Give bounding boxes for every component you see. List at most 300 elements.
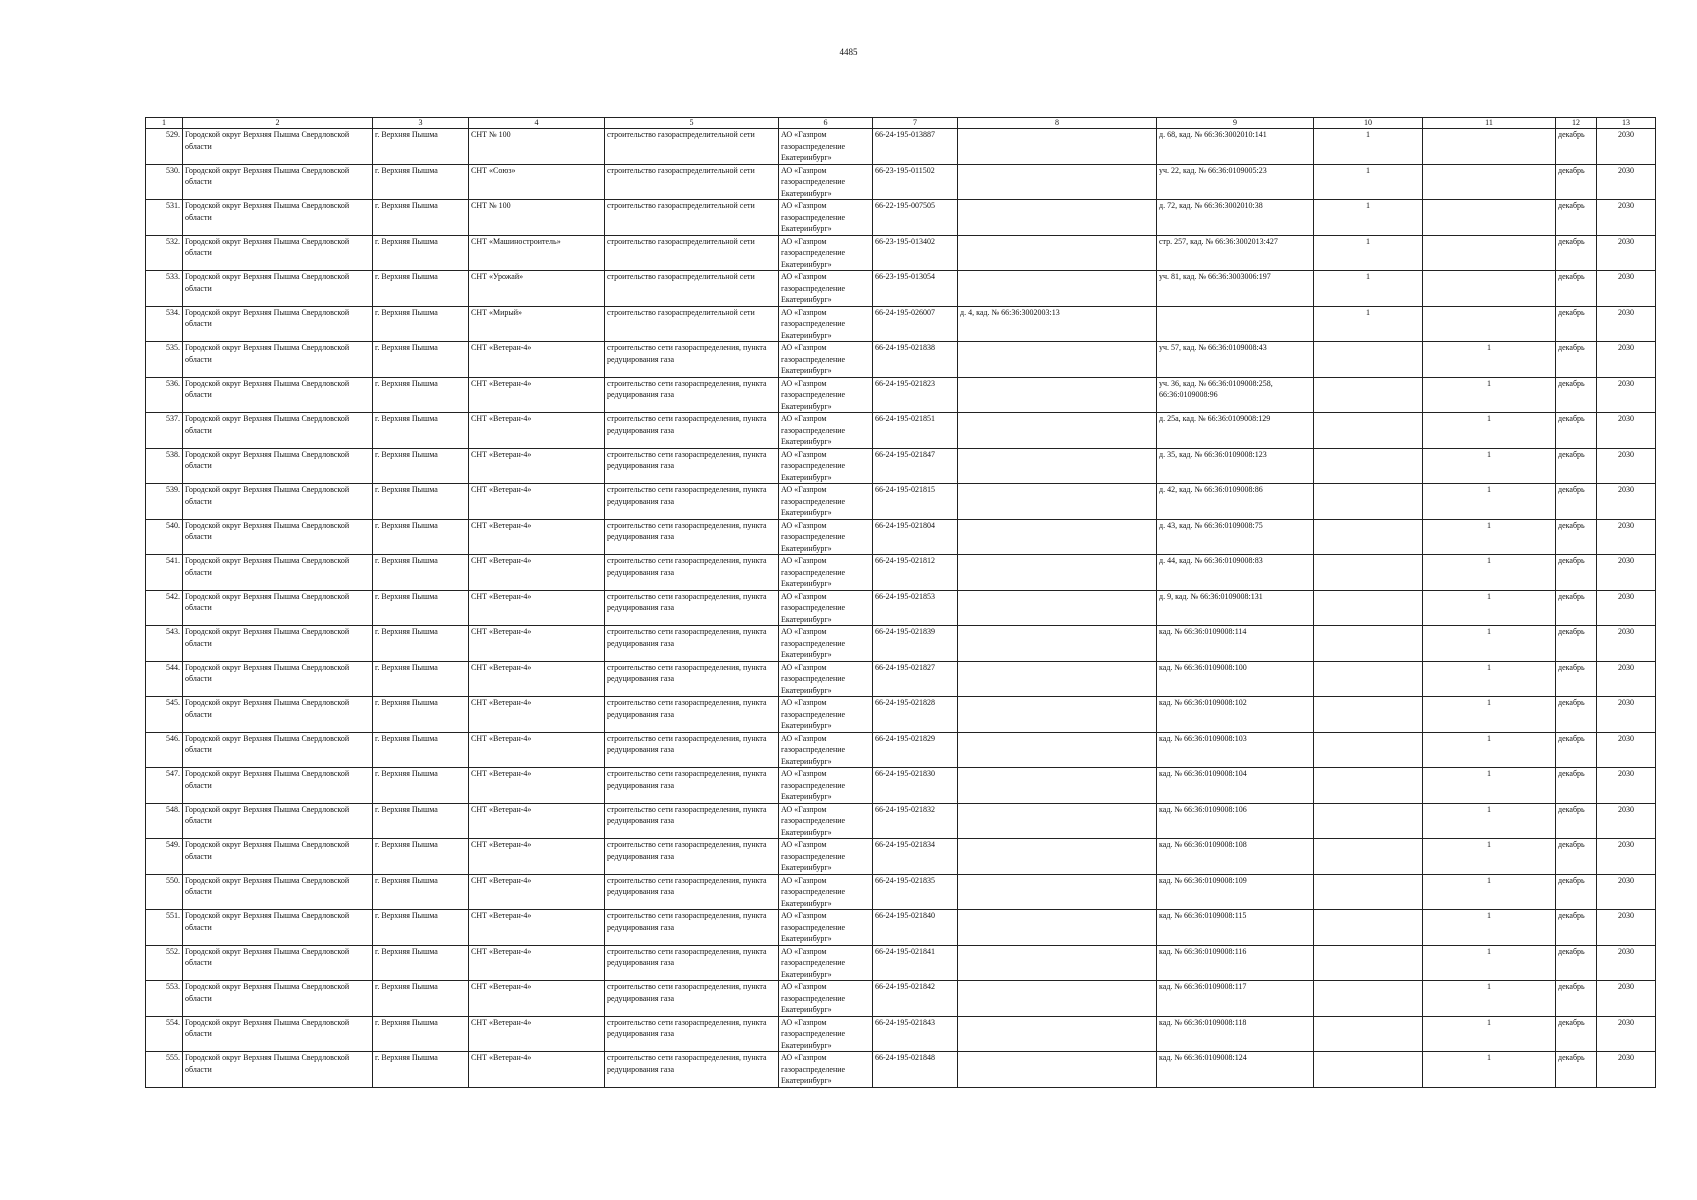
locality-cell: г. Верхняя Пышма <box>373 129 469 165</box>
address-col8-cell <box>958 945 1157 981</box>
year-cell: 2030 <box>1597 768 1656 804</box>
locality-cell: г. Верхняя Пышма <box>373 306 469 342</box>
month-cell: декабрь <box>1556 342 1597 378</box>
settlement-cell: СНТ «Ветеран-4» <box>469 448 605 484</box>
column-header: 7 <box>873 118 958 129</box>
count-col11-cell: 1 <box>1423 590 1556 626</box>
work-type-cell: строительство сети газораспределения, пункта редуцирования газа <box>605 342 779 378</box>
district-cell: Городской округ Верхняя Пышма Свердловской области <box>183 235 373 271</box>
settlement-cell: СНТ «Ветеран-4» <box>469 377 605 413</box>
row-number-cell: 534. <box>146 306 183 342</box>
table-row <box>146 732 1656 768</box>
district-cell: Городской округ Верхняя Пышма Свердловской области <box>183 555 373 591</box>
application-code-cell: 66-24-195-021812 <box>873 555 958 591</box>
year-cell: 2030 <box>1597 1052 1656 1088</box>
address-col8-cell <box>958 555 1157 591</box>
work-type-cell: строительство газораспределительной сети <box>605 271 779 307</box>
month-cell: декабрь <box>1556 519 1597 555</box>
count-col10-cell <box>1314 1052 1423 1088</box>
locality-cell: г. Верхняя Пышма <box>373 910 469 946</box>
row-number-cell: 549. <box>146 839 183 875</box>
locality-cell: г. Верхняя Пышма <box>373 413 469 449</box>
count-col10-cell <box>1314 910 1423 946</box>
row-number-cell: 545. <box>146 697 183 733</box>
count-col10-cell <box>1314 803 1423 839</box>
year-cell: 2030 <box>1597 271 1656 307</box>
count-col11-cell: 1 <box>1423 1016 1556 1052</box>
locality-cell: г. Верхняя Пышма <box>373 732 469 768</box>
address-col8-cell <box>958 448 1157 484</box>
address-col8-cell <box>958 874 1157 910</box>
count-col11-cell <box>1423 271 1556 307</box>
count-col11-cell: 1 <box>1423 519 1556 555</box>
column-header: 1 <box>146 118 183 129</box>
work-type-cell: строительство сети газораспределения, пункта редуцирования газа <box>605 448 779 484</box>
month-cell: декабрь <box>1556 874 1597 910</box>
year-cell: 2030 <box>1597 413 1656 449</box>
settlement-cell: СНТ «Машиностроитель» <box>469 235 605 271</box>
address-col9-cell: д. 35, кад. № 66:36:0109008:123 <box>1157 448 1314 484</box>
work-type-cell: строительство сети газораспределения, пункта редуцирования газа <box>605 413 779 449</box>
address-col8-cell <box>958 413 1157 449</box>
address-col9-cell: уч. 22, кад. № 66:36:0109005:23 <box>1157 164 1314 200</box>
count-col11-cell: 1 <box>1423 768 1556 804</box>
table-body <box>146 129 1656 1088</box>
table-row <box>146 377 1656 413</box>
district-cell: Городской округ Верхняя Пышма Свердловской области <box>183 590 373 626</box>
district-cell: Городской округ Верхняя Пышма Свердловской области <box>183 910 373 946</box>
table-row <box>146 555 1656 591</box>
table-row <box>146 1052 1656 1088</box>
district-cell: Городской округ Верхняя Пышма Свердловской области <box>183 981 373 1017</box>
application-code-cell: 66-24-195-021838 <box>873 342 958 378</box>
district-cell: Городской округ Верхняя Пышма Свердловской области <box>183 1052 373 1088</box>
address-col9-cell: кад. № 66:36:0109008:115 <box>1157 910 1314 946</box>
settlement-cell: СНТ «Ветеран-4» <box>469 519 605 555</box>
work-type-cell: строительство сети газораспределения, пункта редуцирования газа <box>605 945 779 981</box>
count-col11-cell: 1 <box>1423 697 1556 733</box>
count-col10-cell <box>1314 697 1423 733</box>
application-code-cell: 66-24-195-021848 <box>873 1052 958 1088</box>
organization-cell: АО «Газпром газораспределение Екатеринбург» <box>779 839 873 875</box>
settlement-cell: СНТ «Ветеран-4» <box>469 626 605 662</box>
row-number-cell: 547. <box>146 768 183 804</box>
table-row <box>146 519 1656 555</box>
organization-cell: АО «Газпром газораспределение Екатеринбург» <box>779 484 873 520</box>
count-col11-cell <box>1423 235 1556 271</box>
count-col11-cell: 1 <box>1423 910 1556 946</box>
address-col8-cell: д. 4, кад. № 66:36:3002003:13 <box>958 306 1157 342</box>
row-number-cell: 543. <box>146 626 183 662</box>
row-number-cell: 535. <box>146 342 183 378</box>
locality-cell: г. Верхняя Пышма <box>373 874 469 910</box>
locality-cell: г. Верхняя Пышма <box>373 803 469 839</box>
column-header: 11 <box>1423 118 1556 129</box>
district-cell: Городской округ Верхняя Пышма Свердловской области <box>183 945 373 981</box>
work-type-cell: строительство газораспределительной сети <box>605 200 779 236</box>
count-col11-cell: 1 <box>1423 484 1556 520</box>
table-row <box>146 697 1656 733</box>
work-type-cell: строительство сети газораспределения, пункта редуцирования газа <box>605 874 779 910</box>
table-row <box>146 200 1656 236</box>
year-cell: 2030 <box>1597 697 1656 733</box>
district-cell: Городской округ Верхняя Пышма Свердловской области <box>183 484 373 520</box>
address-col9-cell: кад. № 66:36:0109008:116 <box>1157 945 1314 981</box>
month-cell: декабрь <box>1556 981 1597 1017</box>
address-col9-cell: кад. № 66:36:0109008:102 <box>1157 697 1314 733</box>
month-cell: декабрь <box>1556 306 1597 342</box>
address-col8-cell <box>958 590 1157 626</box>
year-cell: 2030 <box>1597 519 1656 555</box>
address-col8-cell <box>958 1016 1157 1052</box>
locality-cell: г. Верхняя Пышма <box>373 1016 469 1052</box>
year-cell: 2030 <box>1597 839 1656 875</box>
organization-cell: АО «Газпром газораспределение Екатеринбург» <box>779 519 873 555</box>
work-type-cell: строительство сети газораспределения, пункта редуцирования газа <box>605 1052 779 1088</box>
settlement-cell: СНТ «Ветеран-4» <box>469 661 605 697</box>
work-type-cell: строительство сети газораспределения, пункта редуцирования газа <box>605 555 779 591</box>
year-cell: 2030 <box>1597 945 1656 981</box>
table-row <box>146 235 1656 271</box>
address-col8-cell <box>958 626 1157 662</box>
year-cell: 2030 <box>1597 342 1656 378</box>
locality-cell: г. Верхняя Пышма <box>373 839 469 875</box>
locality-cell: г. Верхняя Пышма <box>373 945 469 981</box>
month-cell: декабрь <box>1556 590 1597 626</box>
organization-cell: АО «Газпром газораспределение Екатеринбург» <box>779 981 873 1017</box>
locality-cell: г. Верхняя Пышма <box>373 235 469 271</box>
table-row <box>146 768 1656 804</box>
address-col9-cell: кад. № 66:36:0109008:108 <box>1157 839 1314 875</box>
application-code-cell: 66-24-195-021840 <box>873 910 958 946</box>
column-header: 13 <box>1597 118 1656 129</box>
year-cell: 2030 <box>1597 377 1656 413</box>
count-col10-cell <box>1314 981 1423 1017</box>
work-type-cell: строительство сети газораспределения, пункта редуцирования газа <box>605 732 779 768</box>
address-col9-cell: кад. № 66:36:0109008:103 <box>1157 732 1314 768</box>
work-type-cell: строительство сети газораспределения, пункта редуцирования газа <box>605 768 779 804</box>
month-cell: декабрь <box>1556 164 1597 200</box>
table-row <box>146 661 1656 697</box>
month-cell: декабрь <box>1556 803 1597 839</box>
row-number-cell: 550. <box>146 874 183 910</box>
count-col10-cell <box>1314 590 1423 626</box>
column-header: 9 <box>1157 118 1314 129</box>
address-col9-cell: кад. № 66:36:0109008:100 <box>1157 661 1314 697</box>
row-number-cell: 541. <box>146 555 183 591</box>
count-col11-cell <box>1423 164 1556 200</box>
settlement-cell: СНТ № 100 <box>469 200 605 236</box>
settlement-cell: СНТ «Ветеран-4» <box>469 874 605 910</box>
address-col9-cell: д. 9, кад. № 66:36:0109008:131 <box>1157 590 1314 626</box>
year-cell: 2030 <box>1597 200 1656 236</box>
settlement-cell: СНТ № 100 <box>469 129 605 165</box>
organization-cell: АО «Газпром газораспределение Екатеринбург» <box>779 803 873 839</box>
district-cell: Городской округ Верхняя Пышма Свердловской области <box>183 1016 373 1052</box>
table-row <box>146 803 1656 839</box>
locality-cell: г. Верхняя Пышма <box>373 448 469 484</box>
settlement-cell: СНТ «Ветеран-4» <box>469 1016 605 1052</box>
work-type-cell: строительство сети газораспределения, пункта редуцирования газа <box>605 697 779 733</box>
count-col10-cell <box>1314 945 1423 981</box>
locality-cell: г. Верхняя Пышма <box>373 768 469 804</box>
work-type-cell: строительство сети газораспределения, пункта редуцирования газа <box>605 590 779 626</box>
organization-cell: АО «Газпром газораспределение Екатеринбург» <box>779 306 873 342</box>
address-col9-cell: кад. № 66:36:0109008:117 <box>1157 981 1314 1017</box>
address-col8-cell <box>958 164 1157 200</box>
application-code-cell: 66-24-195-021829 <box>873 732 958 768</box>
organization-cell: АО «Газпром газораспределение Екатеринбург» <box>779 661 873 697</box>
organization-cell: АО «Газпром газораспределение Екатеринбург» <box>779 945 873 981</box>
work-type-cell: строительство газораспределительной сети <box>605 164 779 200</box>
month-cell: декабрь <box>1556 413 1597 449</box>
application-code-cell: 66-24-195-021851 <box>873 413 958 449</box>
address-col9-cell: уч. 81, кад. № 66:36:3003006:197 <box>1157 271 1314 307</box>
district-cell: Городской округ Верхняя Пышма Свердловской области <box>183 626 373 662</box>
district-cell: Городской округ Верхняя Пышма Свердловской области <box>183 839 373 875</box>
table-row <box>146 448 1656 484</box>
column-header: 2 <box>183 118 373 129</box>
address-col9-cell: д. 44, кад. № 66:36:0109008:83 <box>1157 555 1314 591</box>
month-cell: декабрь <box>1556 377 1597 413</box>
count-col11-cell: 1 <box>1423 981 1556 1017</box>
year-cell: 2030 <box>1597 1016 1656 1052</box>
application-code-cell: 66-24-195-021830 <box>873 768 958 804</box>
year-cell: 2030 <box>1597 590 1656 626</box>
application-code-cell: 66-23-195-011502 <box>873 164 958 200</box>
address-col9-cell <box>1157 306 1314 342</box>
address-col8-cell <box>958 768 1157 804</box>
month-cell: декабрь <box>1556 129 1597 165</box>
application-code-cell: 66-24-195-021835 <box>873 874 958 910</box>
table-row <box>146 981 1656 1017</box>
table-row <box>146 164 1656 200</box>
year-cell: 2030 <box>1597 981 1656 1017</box>
count-col10-cell <box>1314 1016 1423 1052</box>
row-number-cell: 532. <box>146 235 183 271</box>
organization-cell: АО «Газпром газораспределение Екатеринбург» <box>779 164 873 200</box>
row-number-cell: 546. <box>146 732 183 768</box>
table-row <box>146 413 1656 449</box>
address-col9-cell: кад. № 66:36:0109008:118 <box>1157 1016 1314 1052</box>
district-cell: Городской округ Верхняя Пышма Свердловской области <box>183 803 373 839</box>
row-number-cell: 539. <box>146 484 183 520</box>
column-header: 4 <box>469 118 605 129</box>
application-code-cell: 66-22-195-007505 <box>873 200 958 236</box>
table-row <box>146 271 1656 307</box>
settlement-cell: СНТ «Ветеран-4» <box>469 839 605 875</box>
organization-cell: АО «Газпром газораспределение Екатеринбург» <box>779 377 873 413</box>
district-cell: Городской округ Верхняя Пышма Свердловской области <box>183 874 373 910</box>
application-code-cell: 66-24-195-021828 <box>873 697 958 733</box>
address-col9-cell: д. 43, кад. № 66:36:0109008:75 <box>1157 519 1314 555</box>
table-row <box>146 129 1656 165</box>
settlement-cell: СНТ «Урожай» <box>469 271 605 307</box>
gasification-register-table <box>145 117 1656 1088</box>
address-col8-cell <box>958 235 1157 271</box>
organization-cell: АО «Газпром газораспределение Екатеринбург» <box>779 590 873 626</box>
table-row <box>146 626 1656 662</box>
address-col9-cell: д. 42, кад. № 66:36:0109008:86 <box>1157 484 1314 520</box>
district-cell: Городской округ Верхняя Пышма Свердловской области <box>183 377 373 413</box>
column-header: 12 <box>1556 118 1597 129</box>
month-cell: декабрь <box>1556 732 1597 768</box>
work-type-cell: строительство сети газораспределения, пункта редуцирования газа <box>605 484 779 520</box>
organization-cell: АО «Газпром газораспределение Екатеринбург» <box>779 697 873 733</box>
application-code-cell: 66-24-195-021839 <box>873 626 958 662</box>
address-col9-cell: уч. 57, кад. № 66:36:0109008:43 <box>1157 342 1314 378</box>
month-cell: декабрь <box>1556 448 1597 484</box>
settlement-cell: СНТ «Ветеран-4» <box>469 484 605 520</box>
settlement-cell: СНТ «Ветеран-4» <box>469 803 605 839</box>
page-number: 4485 <box>839 47 858 57</box>
organization-cell: АО «Газпром газораспределение Екатеринбург» <box>779 271 873 307</box>
address-col8-cell <box>958 484 1157 520</box>
work-type-cell: строительство сети газораспределения, пункта редуцирования газа <box>605 519 779 555</box>
month-cell: декабрь <box>1556 697 1597 733</box>
application-code-cell: 66-24-195-021832 <box>873 803 958 839</box>
district-cell: Городской округ Верхняя Пышма Свердловской области <box>183 200 373 236</box>
district-cell: Городской округ Верхняя Пышма Свердловской области <box>183 271 373 307</box>
month-cell: декабрь <box>1556 555 1597 591</box>
month-cell: декабрь <box>1556 945 1597 981</box>
address-col8-cell <box>958 129 1157 165</box>
organization-cell: АО «Газпром газораспределение Екатеринбург» <box>779 342 873 378</box>
row-number-cell: 548. <box>146 803 183 839</box>
work-type-cell: строительство газораспределительной сети <box>605 306 779 342</box>
locality-cell: г. Верхняя Пышма <box>373 200 469 236</box>
organization-cell: АО «Газпром газораспределение Екатеринбург» <box>779 200 873 236</box>
row-number-cell: 538. <box>146 448 183 484</box>
settlement-cell: СНТ «Ветеран-4» <box>469 1052 605 1088</box>
count-col11-cell <box>1423 129 1556 165</box>
count-col10-cell: 1 <box>1314 271 1423 307</box>
year-cell: 2030 <box>1597 235 1656 271</box>
work-type-cell: строительство сети газораспределения, пункта редуцирования газа <box>605 803 779 839</box>
address-col8-cell <box>958 697 1157 733</box>
table-row <box>146 874 1656 910</box>
application-code-cell: 66-23-195-013402 <box>873 235 958 271</box>
row-number-cell: 551. <box>146 910 183 946</box>
count-col11-cell: 1 <box>1423 342 1556 378</box>
month-cell: декабрь <box>1556 271 1597 307</box>
district-cell: Городской округ Верхняя Пышма Свердловской области <box>183 732 373 768</box>
count-col10-cell <box>1314 484 1423 520</box>
organization-cell: АО «Газпром газораспределение Екатеринбург» <box>779 555 873 591</box>
year-cell: 2030 <box>1597 555 1656 591</box>
row-number-cell: 553. <box>146 981 183 1017</box>
year-cell: 2030 <box>1597 732 1656 768</box>
count-col10-cell <box>1314 342 1423 378</box>
count-col10-cell <box>1314 626 1423 662</box>
year-cell: 2030 <box>1597 910 1656 946</box>
application-code-cell: 66-24-195-021843 <box>873 1016 958 1052</box>
table-header <box>146 118 1656 129</box>
month-cell: декабрь <box>1556 839 1597 875</box>
work-type-cell: строительство газораспределительной сети <box>605 129 779 165</box>
count-col10-cell <box>1314 377 1423 413</box>
count-col10-cell <box>1314 448 1423 484</box>
address-col9-cell: кад. № 66:36:0109008:104 <box>1157 768 1314 804</box>
table-row <box>146 484 1656 520</box>
organization-cell: АО «Газпром газораспределение Екатеринбург» <box>779 129 873 165</box>
settlement-cell: СНТ «Ветеран-4» <box>469 555 605 591</box>
count-col10-cell <box>1314 555 1423 591</box>
application-code-cell: 66-24-195-021804 <box>873 519 958 555</box>
locality-cell: г. Верхняя Пышма <box>373 626 469 662</box>
district-cell: Городской округ Верхняя Пышма Свердловской области <box>183 448 373 484</box>
row-number-cell: 542. <box>146 590 183 626</box>
district-cell: Городской округ Верхняя Пышма Свердловской области <box>183 342 373 378</box>
address-col8-cell <box>958 661 1157 697</box>
table-row <box>146 1016 1656 1052</box>
locality-cell: г. Верхняя Пышма <box>373 342 469 378</box>
address-col8-cell <box>958 1052 1157 1088</box>
address-col8-cell <box>958 981 1157 1017</box>
locality-cell: г. Верхняя Пышма <box>373 271 469 307</box>
settlement-cell: СНТ «Ветеран-4» <box>469 768 605 804</box>
work-type-cell: строительство сети газораспределения, пункта редуцирования газа <box>605 377 779 413</box>
count-col11-cell: 1 <box>1423 413 1556 449</box>
count-col11-cell: 1 <box>1423 661 1556 697</box>
address-col9-cell: кад. № 66:36:0109008:106 <box>1157 803 1314 839</box>
count-col10-cell <box>1314 413 1423 449</box>
application-code-cell: 66-24-195-021815 <box>873 484 958 520</box>
table-row <box>146 839 1656 875</box>
organization-cell: АО «Газпром газораспределение Екатеринбург» <box>779 732 873 768</box>
settlement-cell: СНТ «Ветеран-4» <box>469 945 605 981</box>
year-cell: 2030 <box>1597 803 1656 839</box>
work-type-cell: строительство сети газораспределения, пункта редуцирования газа <box>605 626 779 662</box>
organization-cell: АО «Газпром газораспределение Екатеринбург» <box>779 874 873 910</box>
row-number-cell: 529. <box>146 129 183 165</box>
count-col11-cell: 1 <box>1423 377 1556 413</box>
count-col10-cell <box>1314 519 1423 555</box>
address-col9-cell: кад. № 66:36:0109008:124 <box>1157 1052 1314 1088</box>
row-number-cell: 530. <box>146 164 183 200</box>
table-row <box>146 945 1656 981</box>
work-type-cell: строительство сети газораспределения, пункта редуцирования газа <box>605 910 779 946</box>
locality-cell: г. Верхняя Пышма <box>373 164 469 200</box>
count-col10-cell: 1 <box>1314 306 1423 342</box>
row-number-cell: 555. <box>146 1052 183 1088</box>
count-col11-cell: 1 <box>1423 448 1556 484</box>
row-number-cell: 554. <box>146 1016 183 1052</box>
month-cell: декабрь <box>1556 200 1597 236</box>
count-col10-cell: 1 <box>1314 235 1423 271</box>
month-cell: декабрь <box>1556 661 1597 697</box>
locality-cell: г. Верхняя Пышма <box>373 484 469 520</box>
month-cell: декабрь <box>1556 1016 1597 1052</box>
month-cell: декабрь <box>1556 910 1597 946</box>
count-col11-cell: 1 <box>1423 626 1556 662</box>
district-cell: Городской округ Верхняя Пышма Свердловской области <box>183 768 373 804</box>
organization-cell: АО «Газпром газораспределение Екатеринбург» <box>779 910 873 946</box>
district-cell: Городской округ Верхняя Пышма Свердловской области <box>183 164 373 200</box>
application-code-cell: 66-24-195-026007 <box>873 306 958 342</box>
year-cell: 2030 <box>1597 164 1656 200</box>
application-code-cell: 66-24-195-021841 <box>873 945 958 981</box>
organization-cell: АО «Газпром газораспределение Екатеринбург» <box>779 235 873 271</box>
organization-cell: АО «Газпром газораспределение Екатеринбург» <box>779 768 873 804</box>
settlement-cell: СНТ «Ветеран-4» <box>469 413 605 449</box>
row-number-cell: 531. <box>146 200 183 236</box>
locality-cell: г. Верхняя Пышма <box>373 981 469 1017</box>
district-cell: Городской округ Верхняя Пышма Свердловской области <box>183 413 373 449</box>
work-type-cell: строительство газораспределительной сети <box>605 235 779 271</box>
application-code-cell: 66-24-195-021842 <box>873 981 958 1017</box>
year-cell: 2030 <box>1597 661 1656 697</box>
